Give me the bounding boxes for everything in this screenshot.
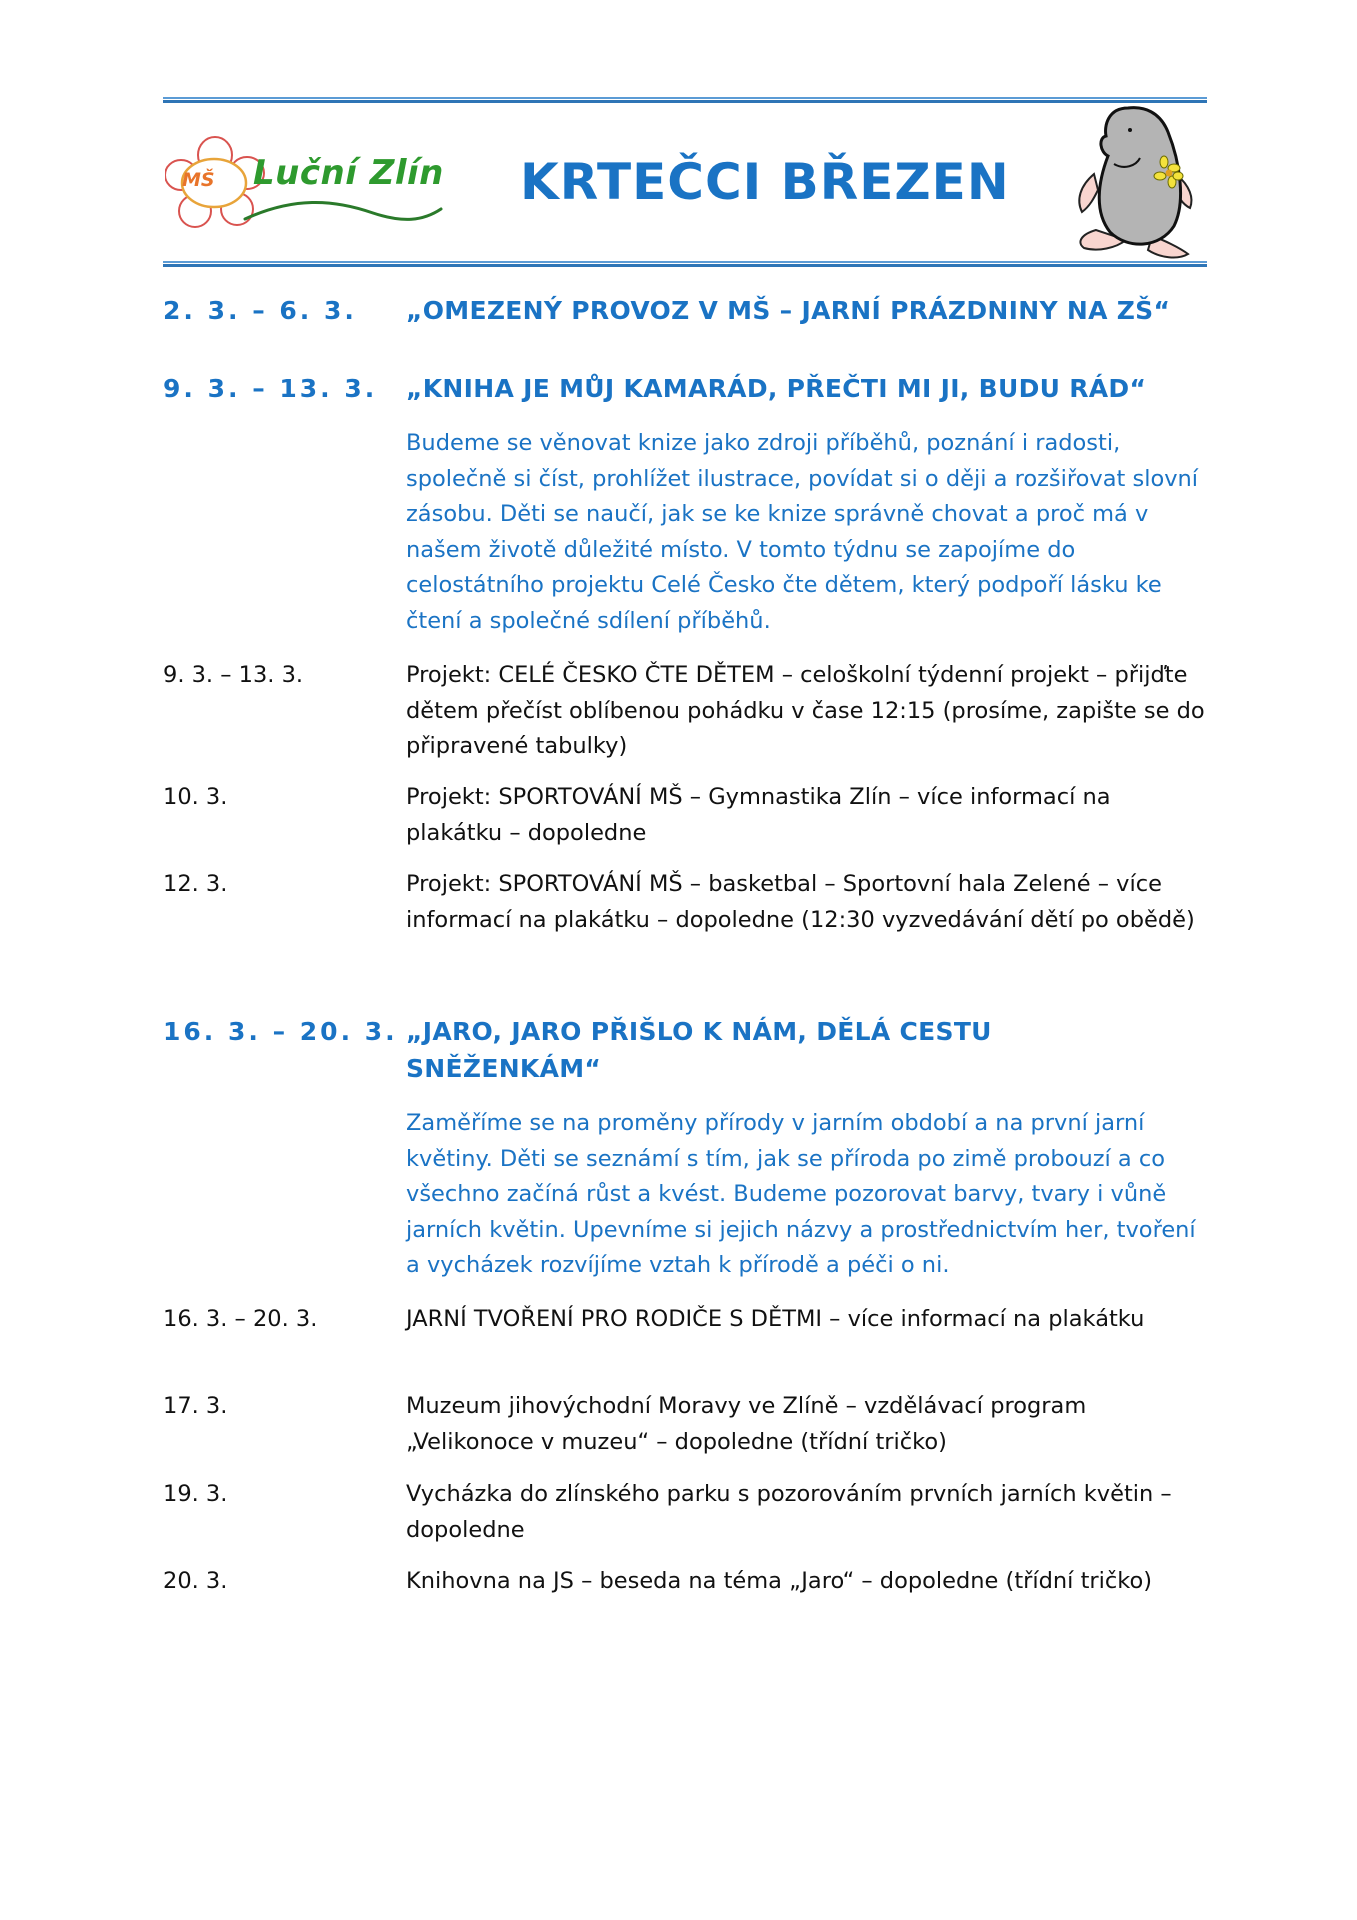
logo-swoosh-icon: [243, 197, 443, 227]
logo-name-text: Luční Zlín: [253, 153, 444, 193]
week-theme: „JARO, JARO PŘIŠLO K NÁM, DĚLÁ CESTU SNĚŽENKÁM“: [406, 1017, 992, 1083]
page-title: KRTEČCI BŘEZEN: [520, 153, 1010, 211]
event-date: 16. 3. – 20. 3.: [163, 1306, 318, 1332]
header-top-rule: [163, 97, 1207, 103]
event-date: 9. 3. – 13. 3.: [163, 662, 304, 688]
week-theme: „OMEZENÝ PROVOZ V MŠ – JARNÍ PRÁZDNINY NA ZŠ“: [406, 296, 1171, 325]
event-text: Projekt: SPORTOVÁNÍ MŠ – basketbal – Sportovní hala Zelené – více informací na plakátku – dopoledne (12:30 vyzvedávání dětí po obědě): [406, 871, 1195, 933]
week-date: 16. 3. – 20. 3.: [163, 1017, 398, 1046]
event-date: 12. 3.: [163, 871, 228, 897]
school-logo: [165, 135, 445, 230]
week-description: Budeme se věnovat knize jako zdroji příběhů, poznání i radosti, společně si číst, prohlížet ilustrace, povídat si o ději a rozšiřovat slovní zásobu. Děti se naučí, jak se ke knize správně chovat a proč má v našem životě důležité místo. V tomto týdnu se zapojíme do celostátního projektu Celé Česko čte dětem, který podpoří lásku ke čtení a společné sdílení příběhů.: [406, 430, 1199, 634]
logo-ms-text: MŠ: [182, 169, 215, 191]
event-date: 19. 3.: [163, 1481, 228, 1507]
mole-mascot-icon: [1068, 102, 1200, 260]
event-date: 17. 3.: [163, 1393, 228, 1419]
event-text: JARNÍ TVOŘENÍ PRO RODIČE S DĚTMI – více informací na plakátku: [406, 1306, 1145, 1332]
week-description: Zaměříme se na proměny přírody v jarním období a na první jarní květiny. Děti se seznámí s tím, jak se příroda po zimě probouzí a co všechno začíná růst a kvést. Budeme pozorovat barvy, tvary i vůně jarních květin. Upevníme si jejich názvy a prostřednictvím her, tvoření a vycházek rozvíjíme vztah k přírodě a péči o ni.: [406, 1110, 1196, 1278]
week-theme: „KNIHA JE MŮJ KAMARÁD, PŘEČTI MI JI, BUDU RÁD“: [406, 374, 1147, 403]
event-text: Projekt: CELÉ ČESKO ČTE DĚTEM – celoškolní týdenní projekt – přijďte dětem přečíst oblíbenou pohádku v čase 12:15 (prosíme, zapište se do připravené tabulky): [406, 662, 1205, 759]
event-date: 10. 3.: [163, 784, 228, 810]
event-text: Projekt: SPORTOVÁNÍ MŠ – Gymnastika Zlín – více informací na plakátku – dopoledne: [406, 784, 1111, 846]
event-text: Muzeum jihovýchodní Moravy ve Zlíně – vzdělávací program „Velikonoce v muzeu“ – dopoledne (třídní tričko): [406, 1393, 1087, 1455]
event-text: Knihovna na JS – beseda na téma „Jaro“ – dopoledne (třídní tričko): [406, 1568, 1153, 1594]
event-date: 20. 3.: [163, 1568, 228, 1594]
header-bottom-rule: [163, 261, 1207, 267]
week-date: 2. 3. – 6. 3.: [163, 296, 357, 325]
week-date: 9. 3. – 13. 3.: [163, 374, 378, 403]
event-text: Vycházka do zlínského parku s pozorováním prvních jarních květin – dopoledne: [406, 1481, 1172, 1543]
